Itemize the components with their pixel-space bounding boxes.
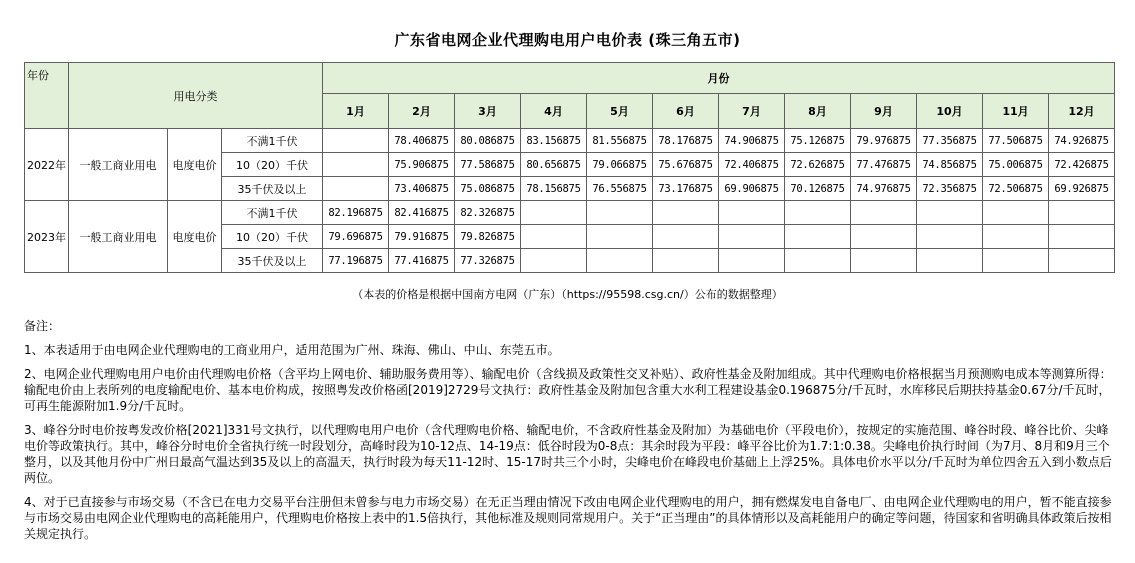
price-cell: 78.176875: [653, 129, 719, 153]
price-cell: 77.506875: [983, 129, 1049, 153]
price-cell: 70.126875: [785, 177, 851, 201]
price-cell: [983, 225, 1049, 249]
price-cell: 75.126875: [785, 129, 851, 153]
price-cell: 74.856875: [917, 153, 983, 177]
month-header: 1月: [323, 94, 389, 129]
page-title: 广东省电网企业代理购电用户电价表 (珠三角五市): [394, 31, 741, 49]
price-cell: 69.926875: [1049, 177, 1115, 201]
month-header: 6月: [653, 94, 719, 129]
price-cell: [1049, 225, 1115, 249]
price-cell: [587, 249, 653, 273]
year-cell: 2022年: [25, 129, 69, 201]
price-cell: [917, 201, 983, 225]
price-cell: 74.926875: [1049, 129, 1115, 153]
price-cell: 72.626875: [785, 153, 851, 177]
price-cell: 75.006875: [983, 153, 1049, 177]
price-cell: 75.086875: [455, 177, 521, 201]
price-cell: [785, 249, 851, 273]
user-type-cell: 一般工商业用电: [69, 201, 168, 273]
price-cell: [1049, 249, 1115, 273]
header-year: 年份: [25, 63, 69, 129]
note-3: 3、峰谷分时电价按粤发改价格[2021]331号文执行，以代理购电用户电价（含代理购电价格、输配电价，不含政府性基金及附加）为基础电价（平段电价），按规定的实施范围、峰谷时段、峰谷比价、尖峰电价等政策执行。其中，峰谷分时电价全省执行统一时段划分，高峰时段为10-12点、14-19点：低谷时段为0-8点：其余时段为平段：峰平谷比价为1.7:1:0.38。尖峰电价执行时间（为7月、8月和9月三个整月，以及其他月份中广州日最高气温达到35及以上的高温天，执行时段为每天11-12时、15-17时共三个小时，尖峰电价在峰段电价基础上上浮25%。具体电价水平以分/千瓦时为单位四舍五入到小数点后两位。: [24, 423, 1112, 485]
price-cell: 74.906875: [719, 129, 785, 153]
voltage-level-cell: 不满1千伏: [222, 201, 323, 225]
price-cell: 77.326875: [455, 249, 521, 273]
price-cell: [785, 201, 851, 225]
price-cell: [323, 153, 389, 177]
price-cell: [917, 225, 983, 249]
price-cell: [851, 201, 917, 225]
price-cell: 79.826875: [455, 225, 521, 249]
voltage-level-cell: 10（20）千伏: [222, 225, 323, 249]
user-type-cell: 一般工商业用电: [69, 129, 168, 201]
price-cell: [521, 201, 587, 225]
price-type-cell: 电度电价: [168, 129, 222, 201]
price-cell: 72.506875: [983, 177, 1049, 201]
voltage-level-cell: 35千伏及以上: [222, 177, 323, 201]
month-header: 9月: [851, 94, 917, 129]
price-cell: 78.406875: [389, 129, 455, 153]
voltage-level-cell: 10（20）千伏: [222, 153, 323, 177]
price-cell: [521, 225, 587, 249]
price-cell: 73.176875: [653, 177, 719, 201]
table-row: [25, 201, 1115, 225]
month-header: 10月: [917, 94, 983, 129]
price-cell: 77.356875: [917, 129, 983, 153]
source-caption: （本表的价格是根据中国南方电网（广东）（https://95598.csg.cn/）公布的数据整理）: [352, 288, 783, 301]
price-cell: 83.156875: [521, 129, 587, 153]
price-cell: [521, 249, 587, 273]
price-cell: 78.156875: [521, 177, 587, 201]
price-cell: [983, 201, 1049, 225]
price-cell: [653, 201, 719, 225]
price-cell: 72.356875: [917, 177, 983, 201]
month-header: 4月: [521, 94, 587, 129]
price-cell: [719, 201, 785, 225]
price-cell: 77.416875: [389, 249, 455, 273]
price-cell: 80.086875: [455, 129, 521, 153]
price-cell: [323, 177, 389, 201]
price-cell: 75.906875: [389, 153, 455, 177]
price-cell: 82.196875: [323, 201, 389, 225]
voltage-level-cell: 35千伏及以上: [222, 249, 323, 273]
price-cell: 73.406875: [389, 177, 455, 201]
note-1: 1、本表适用于由电网企业代理购电的工商业用户，适用范围为广州、珠海、佛山、中山、东莞五市。: [24, 343, 560, 357]
price-cell: [587, 201, 653, 225]
price-cell: 80.656875: [521, 153, 587, 177]
price-cell: [983, 249, 1049, 273]
price-cell: 77.586875: [455, 153, 521, 177]
price-cell: 72.426875: [1049, 153, 1115, 177]
header-category: 用电分类: [69, 63, 323, 129]
price-cell: [851, 225, 917, 249]
price-cell: 81.556875: [587, 129, 653, 153]
month-header: 12月: [1049, 94, 1115, 129]
note-4: 4、对于已直接参与市场交易（不含已在电力交易平台注册但未曾参与电力市场交易）在无正当理由情况下改由电网企业代理购电的用户，拥有燃煤发电自备电厂、由电网企业代理购电的用户，暂不能直接参与市场交易由电网企业代理购电的高耗能用户，代理购电价格按上表中的1.5倍执行，其他标准及规则同常规用户。关于“正当理由”的具体情形以及高耗能用户的确定等问题，待国家和省明确具体政策后按相关规定执行。: [24, 495, 1112, 541]
price-cell: [851, 249, 917, 273]
price-cell: [719, 249, 785, 273]
price-cell: 76.556875: [587, 177, 653, 201]
price-cell: 75.676875: [653, 153, 719, 177]
price-cell: 79.976875: [851, 129, 917, 153]
price-cell: 72.406875: [719, 153, 785, 177]
month-header: 2月: [389, 94, 455, 129]
month-header: 5月: [587, 94, 653, 129]
notes-title: 备注：: [24, 319, 61, 333]
price-cell: 74.976875: [851, 177, 917, 201]
price-cell: 77.476875: [851, 153, 917, 177]
price-cell: [1049, 201, 1115, 225]
price-cell: 79.916875: [389, 225, 455, 249]
table-row: [25, 129, 1115, 153]
price-cell: 79.066875: [587, 153, 653, 177]
price-cell: [653, 225, 719, 249]
price-cell: [785, 225, 851, 249]
price-cell: 77.196875: [323, 249, 389, 273]
price-cell: [653, 249, 719, 273]
price-cell: 82.416875: [389, 201, 455, 225]
price-cell: 69.906875: [719, 177, 785, 201]
voltage-level-cell: 不满1千伏: [222, 129, 323, 153]
price-cell: [323, 129, 389, 153]
header-month-group: 月份: [323, 63, 1115, 94]
price-cell: 82.326875: [455, 201, 521, 225]
price-table: [24, 62, 1115, 273]
month-header: 7月: [719, 94, 785, 129]
price-cell: [917, 249, 983, 273]
month-header: 11月: [983, 94, 1049, 129]
price-type-cell: 电度电价: [168, 201, 222, 273]
note-2: 2、电网企业代理购电用户电价由代理购电价格（含平均上网电价、辅助服务费用等）、输配电价（含线损及政策性交叉补贴）、政府性基金及附加组成。其中代理购电价格根据当月预测购电成本等测算所得：输配电价由上表所列的电度输配电价、基本电价构成，按照粤发改价格函[2019]2729号文执行：政府性基金及附加包含重大水利工程建设基金0.196875分/千瓦时，水库移民后期扶持基金0.67分/千瓦时，可再生能源附加1.9分/千瓦时。: [24, 367, 1112, 413]
notes-section: [24, 318, 1114, 550]
month-header: 8月: [785, 94, 851, 129]
year-cell: 2023年: [25, 201, 69, 273]
month-header: 3月: [455, 94, 521, 129]
price-cell: 79.696875: [323, 225, 389, 249]
price-cell: [587, 225, 653, 249]
price-cell: [719, 225, 785, 249]
